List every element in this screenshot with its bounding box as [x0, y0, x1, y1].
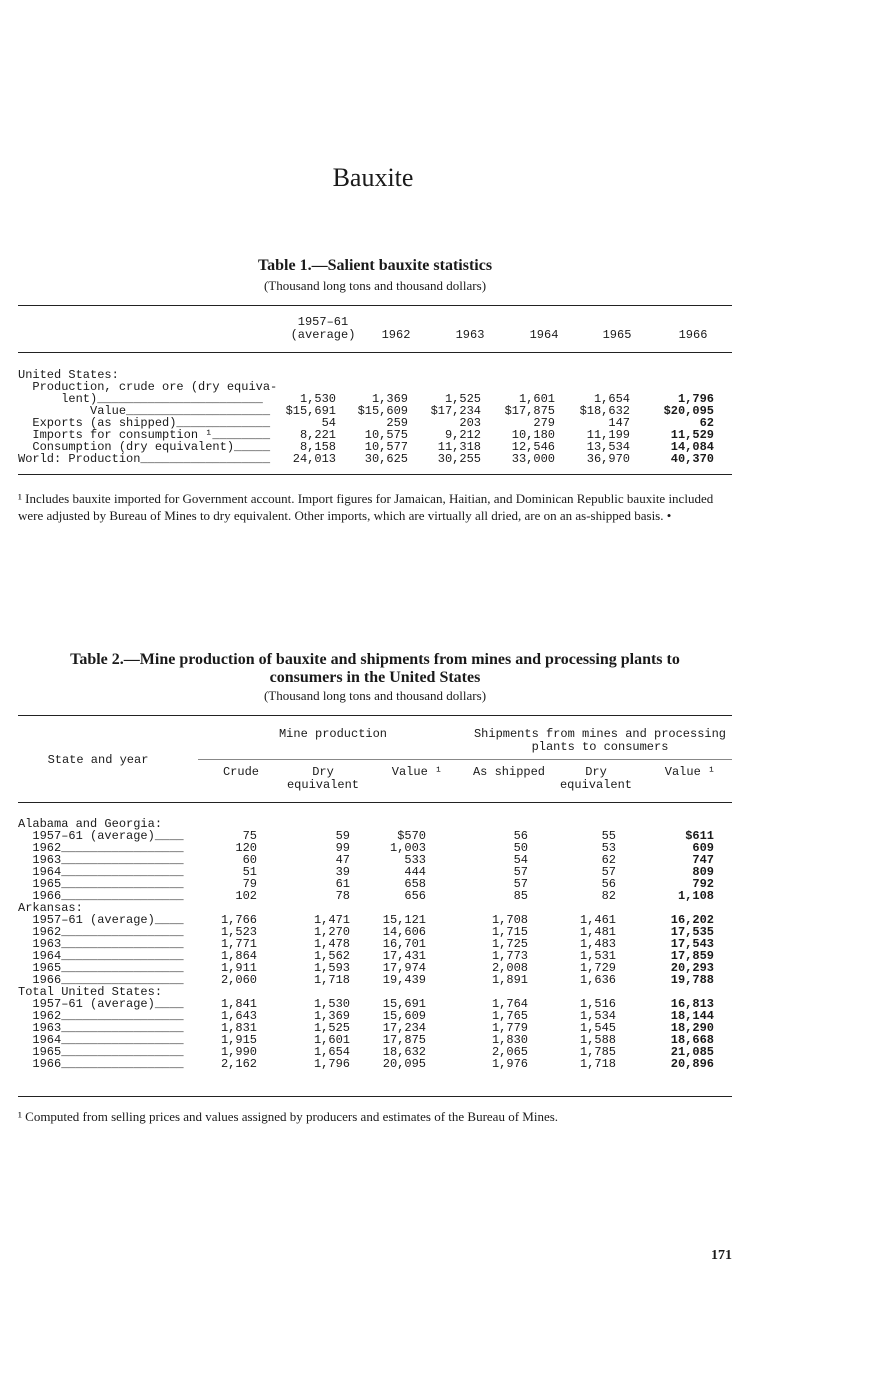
table2-cell: 444 [404, 865, 426, 879]
table2-title-line1: Table 2.—Mine production of bauxite and shipments from mines and processing plants to [70, 651, 680, 668]
table2-stub-header: State and year [47, 753, 149, 767]
table2-cell: 1,773 [491, 949, 528, 963]
table2-subtitle: (Thousand long tons and thousand dollars) [263, 688, 487, 703]
table1-cell: 9,212 [444, 428, 481, 442]
table2-cell: 1,915 [220, 1033, 257, 1047]
table2-row-label: 1957–61 (average)____ [18, 997, 184, 1011]
table1-row-label: Imports for consumption ¹________ [18, 428, 271, 442]
table2-cell: 658 [404, 877, 426, 891]
table2-cell: 17,535 [670, 925, 714, 939]
table1-row-label: Consumption (dry equivalent)_____ [18, 440, 271, 454]
table2-cell: 1,593 [313, 961, 350, 975]
table1-cell: 147 [608, 416, 630, 430]
table2-cell: 1,534 [579, 1009, 616, 1023]
table2-cell: 1,831 [220, 1021, 257, 1035]
table2-cell: 47 [335, 853, 350, 867]
table2-cell: 16,701 [382, 937, 426, 951]
table2-cell: 1,976 [491, 1057, 528, 1071]
table1-cell: $15,609 [357, 404, 408, 418]
table1-cell: 62 [699, 416, 714, 430]
table1-cell: 11,318 [437, 440, 481, 454]
table2-row-label: 1962_________________ [18, 925, 184, 939]
table2-cell: 1,729 [579, 961, 616, 975]
table2-cell: 792 [692, 877, 714, 891]
table2-cell: 20,095 [382, 1057, 426, 1071]
table2-row-label: 1965_________________ [18, 961, 184, 975]
table2-cell: 1,643 [220, 1009, 257, 1023]
table2-row-label: 1962_________________ [18, 1009, 184, 1023]
table2-row-label: 1966_________________ [18, 973, 184, 987]
table2-cell: 79 [242, 877, 257, 891]
table1-cell: $17,875 [504, 404, 555, 418]
table1-cell: 40,370 [670, 452, 714, 466]
table1-cell: 10,577 [364, 440, 408, 454]
table2-cell: 656 [404, 889, 426, 903]
table2-cell: 16,813 [670, 997, 714, 1011]
table2-cell: 18,290 [670, 1021, 714, 1035]
table2-cell: 19,439 [382, 973, 426, 987]
table1-col-header-1-l1: 1957–61 [297, 315, 349, 329]
table1-title: Table 1.—Salient bauxite statistics [257, 257, 493, 274]
table2-col-header-2-l2: equivalent [286, 778, 359, 792]
table2-col-header-2-l1: Dry [312, 765, 334, 779]
table2-cell: 61 [335, 877, 350, 891]
table2-cell: 62 [601, 853, 616, 867]
table2-cell: 56 [601, 877, 616, 891]
table1-cell: 1,369 [371, 392, 408, 406]
table1-cell: 1,654 [593, 392, 630, 406]
table2-cell: 1,108 [677, 889, 714, 903]
table1-cell: 54 [321, 416, 336, 430]
table1-cell: 11,529 [670, 428, 714, 442]
table2-cell: 1,830 [491, 1033, 528, 1047]
table2-row-label: 1965_________________ [18, 1045, 184, 1059]
table1-row-label: Value____________________ [18, 404, 271, 418]
table2-cell: 19,788 [670, 973, 714, 987]
table2-col-header-3-l1: Value ¹ [391, 765, 443, 779]
table2-cell: 54 [513, 853, 528, 867]
table2-cell: 1,725 [491, 937, 528, 951]
table2-cell: 809 [692, 865, 714, 879]
table1-col-header-6-l2: 1966 [678, 328, 708, 342]
table1-cell: $17,234 [430, 404, 481, 418]
table2-cell: 102 [235, 889, 257, 903]
table1-col-header-2-l2: 1962 [381, 328, 411, 342]
table1-cell: 10,575 [364, 428, 408, 442]
table2-cell: 1,990 [220, 1045, 257, 1059]
table2-cell: 1,796 [313, 1057, 350, 1071]
table1-cell: 12,546 [511, 440, 555, 454]
table1-cell: $18,632 [579, 404, 630, 418]
table2-cell: 1,516 [579, 997, 616, 1011]
table2-cell: 1,588 [579, 1033, 616, 1047]
table2-row-label: 1957–61 (average)____ [18, 829, 184, 843]
table2-cell: 85 [513, 889, 528, 903]
table2-cell: 1,525 [313, 1021, 350, 1035]
table2-cell: 57 [601, 865, 616, 879]
table2-cell: 17,543 [670, 937, 714, 951]
table2-cell: 14,606 [382, 925, 426, 939]
table2-row-label: 1957–61 (average)____ [18, 913, 184, 927]
page-number: 171 [711, 1248, 732, 1263]
table2-cell: 82 [601, 889, 616, 903]
table1-row [18, 453, 732, 465]
table1-cell: 1,796 [677, 392, 714, 406]
table2-cell: 20,293 [670, 961, 714, 975]
page-title: Bauxite [332, 163, 414, 192]
table2-cell: 1,270 [313, 925, 350, 939]
table1-bottom-rule [18, 474, 732, 475]
table1-col-header-1-l2: (average) [290, 328, 356, 342]
table2-cell: 55 [601, 829, 616, 843]
table2-cell: 1,545 [579, 1021, 616, 1035]
table2-cell: 609 [692, 841, 714, 855]
table2-cell: 1,523 [220, 925, 257, 939]
table2-cell: 1,718 [579, 1057, 616, 1071]
table2-cell: 1,765 [491, 1009, 528, 1023]
table1-cell: 14,084 [670, 440, 714, 454]
table1-cell: 1,530 [299, 392, 336, 406]
table2-cell: 51 [242, 865, 257, 879]
table1-cell: 279 [533, 416, 555, 430]
table2-cell: 1,715 [491, 925, 528, 939]
table2-row-label: Total United States: [18, 985, 163, 999]
table2-footnote: ¹ Computed from selling prices and values assigned by producers and estimates of the Bureau of Mines. [18, 1109, 559, 1124]
table1-col-header-3-l2: 1963 [455, 328, 485, 342]
table2-cell: 1,708 [491, 913, 528, 927]
table2-cell: 1,461 [579, 913, 616, 927]
table2-cell: 533 [404, 853, 426, 867]
table2-cell: 15,691 [382, 997, 426, 1011]
table2-bottom-rule [18, 1096, 732, 1097]
table1-cell: 203 [459, 416, 481, 430]
table2-cell: 1,531 [579, 949, 616, 963]
table2-cell: 17,234 [382, 1021, 426, 1035]
table2-cell: 1,911 [220, 961, 257, 975]
table2-cell: 2,008 [491, 961, 528, 975]
table2-col-header-5-l1: Dry [585, 765, 607, 779]
table2-cell: 59 [335, 829, 350, 843]
table2-col-header-4-l1: As shipped [472, 765, 545, 779]
table2-cell: 1,785 [579, 1045, 616, 1059]
table2-cell: 15,609 [382, 1009, 426, 1023]
table2-cell: 78 [335, 889, 350, 903]
table2-cell: 1,478 [313, 937, 350, 951]
table2-col-header-6-l1: Value ¹ [664, 765, 716, 779]
table2-cell: 57 [513, 877, 528, 891]
table2-cell: 1,601 [313, 1033, 350, 1047]
table2-group-shipments-l1: Shipments from mines and processing [473, 727, 727, 741]
table2-cell: 1,636 [579, 973, 616, 987]
table2-cell: 53 [601, 841, 616, 855]
table2-row-label: 1962_________________ [18, 841, 184, 855]
table2-row-label: 1963_________________ [18, 937, 184, 951]
table1-top-rule [18, 305, 732, 306]
table2-title-line2: consumers in the United States [269, 669, 481, 686]
table1-cell: 33,000 [511, 452, 555, 466]
table2-group-rule [198, 759, 732, 760]
table2-col-header-1-l1: Crude [222, 765, 259, 779]
table2-cell: 17,859 [670, 949, 714, 963]
table2-cell: 15,121 [382, 913, 426, 927]
table2-cell: 1,891 [491, 973, 528, 987]
table2-row-label: 1964_________________ [18, 1033, 184, 1047]
table2-cell: 2,060 [220, 973, 257, 987]
table1-cell: 24,013 [292, 452, 336, 466]
table2-cell: 1,779 [491, 1021, 528, 1035]
table2-top-rule [18, 715, 732, 716]
table2-cell: $611 [685, 829, 714, 843]
table2-cell: 56 [513, 829, 528, 843]
table2-cell: 18,144 [670, 1009, 714, 1023]
table2-cell: 18,632 [382, 1045, 426, 1059]
table1-cell: 1,601 [518, 392, 555, 406]
table1-row-label: Exports (as shipped)_____________ [18, 416, 271, 430]
table2-cell: 39 [335, 865, 350, 879]
table1-cell: 30,625 [364, 452, 408, 466]
table2-cell: $570 [397, 829, 426, 843]
table1-cell: 8,158 [299, 440, 336, 454]
table2-cell: 99 [335, 841, 350, 855]
table2-cell: 747 [692, 853, 714, 867]
table2-cell: 1,369 [313, 1009, 350, 1023]
table1-col-header-5-l2: 1965 [602, 328, 632, 342]
table2-row-label: 1966_________________ [18, 1057, 184, 1071]
table2-row [18, 1058, 732, 1070]
table2-cell: 1,841 [220, 997, 257, 1011]
table1-footnote: ¹ Includes bauxite imported for Government account. Import figures for Jamaican, Haitian, and Dominican Republic bauxite included were adjusted by Bureau of Mines to dry equivalent. Other imports, which are virtually all dried, are on an as-shipped basis. • [18, 491, 714, 523]
table2-cell: 1,471 [313, 913, 350, 927]
table2-cell: 1,562 [313, 949, 350, 963]
table2-row-label: 1964_________________ [18, 949, 184, 963]
table2-cell: 57 [513, 865, 528, 879]
table2-cell: 60 [242, 853, 257, 867]
table1-cell: $15,691 [285, 404, 336, 418]
table2-cell: 1,003 [389, 841, 426, 855]
table1-cell: 8,221 [299, 428, 336, 442]
table1-row-label: United States: [18, 368, 119, 382]
table2-cell: 1,483 [579, 937, 616, 951]
table2-row-label: 1965_________________ [18, 877, 184, 891]
table2-cell: 120 [235, 841, 257, 855]
table1-cell: 11,199 [586, 428, 630, 442]
table1-header-rule [18, 352, 732, 353]
table2-cell: 16,202 [670, 913, 714, 927]
table2-row [18, 890, 732, 902]
table2-cell: 18,668 [670, 1033, 714, 1047]
table2-cell: 2,065 [491, 1045, 528, 1059]
table1-col-header-4-l2: 1964 [529, 328, 559, 342]
table1-cell: 30,255 [437, 452, 481, 466]
table2-cell: 1,530 [313, 997, 350, 1011]
table1-row-label: Production, crude ore (dry equiva- [18, 380, 278, 394]
table2-row-label: Alabama and Georgia: [18, 817, 163, 831]
table2-cell: 50 [513, 841, 528, 855]
table1-cell: 1,525 [444, 392, 481, 406]
table2-row-label: 1964_________________ [18, 865, 184, 879]
table2-cell: 17,974 [382, 961, 426, 975]
table1-row-label: lent)_______________________ [18, 392, 263, 406]
table2-cell: 1,654 [313, 1045, 350, 1059]
table2-cell: 2,162 [220, 1057, 257, 1071]
table2-cell: 1,864 [220, 949, 257, 963]
table2-group-shipments-l2: plants to consumers [531, 740, 669, 754]
table1-cell: 36,970 [586, 452, 630, 466]
table2-row-label: 1963_________________ [18, 853, 184, 867]
table1-cell: $20,095 [663, 404, 714, 418]
table1-cell: 13,534 [586, 440, 630, 454]
table2-cell: 20,896 [670, 1057, 714, 1071]
table2-cell: 17,431 [382, 949, 426, 963]
table2-cell: 17,875 [382, 1033, 426, 1047]
table2-row-label: 1966_________________ [18, 889, 184, 903]
table2-row-label: 1963_________________ [18, 1021, 184, 1035]
table1-cell: 10,180 [511, 428, 555, 442]
table1-cell: 259 [386, 416, 408, 430]
table2-header-rule [18, 802, 732, 803]
table2-col-header-5-l2: equivalent [559, 778, 632, 792]
table2-cell: 1,764 [491, 997, 528, 1011]
table2-cell: 21,085 [670, 1045, 714, 1059]
table1-subtitle: (Thousand long tons and thousand dollars) [263, 278, 487, 293]
table2-cell: 1,766 [220, 913, 257, 927]
table2-cell: 75 [242, 829, 257, 843]
table2-cell: 1,481 [579, 925, 616, 939]
table1-row-label: World: Production__________________ [18, 452, 271, 466]
table2-cell: 1,718 [313, 973, 350, 987]
table2-group-mine: Mine production [278, 727, 388, 741]
table2-cell: 1,771 [220, 937, 257, 951]
table2-row-label: Arkansas: [18, 901, 83, 915]
